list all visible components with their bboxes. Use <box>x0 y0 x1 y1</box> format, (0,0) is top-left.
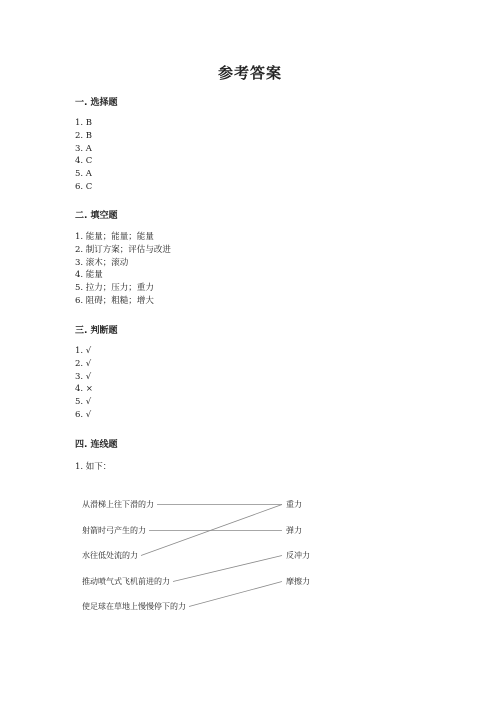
section-heading-fill: 二. 填空题 <box>75 211 118 221</box>
match-left-item: 从滑梯上往下滑的力 <box>82 500 154 509</box>
match-left-item: 推动喷气式飞机前进的力 <box>82 577 170 586</box>
answer-line: 5. A <box>75 169 92 180</box>
answer-line: 4. × <box>75 384 93 395</box>
section-heading-match: 四. 连线题 <box>75 440 118 450</box>
match-left-item: 射箭时弓产生的力 <box>82 526 146 535</box>
match-right-item: 重力 <box>286 500 302 509</box>
answer-line: 4. C <box>75 156 93 167</box>
answer-line: 1. √ <box>75 346 92 356</box>
answer-line: 2. 制订方案；评估与改进 <box>75 244 171 255</box>
answer-line: 3. √ <box>75 371 92 382</box>
answer-line: 6. C <box>75 181 93 192</box>
match-right-item: 反冲力 <box>286 551 310 560</box>
section-heading-judge: 三. 判断题 <box>75 326 118 336</box>
answer-line: 6. 阻碍；粗糙；增大 <box>75 295 154 306</box>
answer-line: 3. 滚木；滚动 <box>75 257 129 268</box>
answer-line: 2. B <box>75 130 93 141</box>
match-left-item: 使足球在草地上慢慢停下的力 <box>82 602 186 611</box>
answer-line: 6. √ <box>75 409 92 420</box>
section-heading-choice: 一. 选择题 <box>75 98 118 108</box>
match-right-item: 摩擦力 <box>286 577 310 586</box>
match-line <box>173 556 282 582</box>
answer-line: 1. 如下： <box>75 462 112 472</box>
match-line <box>189 582 282 607</box>
answer-line: 1. 能量；能量；能量 <box>75 232 154 242</box>
match-left-item: 水往低处流的力 <box>82 551 138 560</box>
answer-line: 1. B <box>75 118 93 128</box>
match-line <box>141 505 282 556</box>
answer-line: 5. √ <box>75 397 92 408</box>
answer-line: 5. 拉力；压力；重力 <box>75 283 154 294</box>
answer-line: 3. A <box>75 143 92 154</box>
answer-line: 4. 能量 <box>75 270 103 281</box>
page-title: 参考答案 <box>217 64 282 82</box>
answer-line: 2. √ <box>75 358 92 369</box>
match-right-item: 弹力 <box>286 526 302 535</box>
